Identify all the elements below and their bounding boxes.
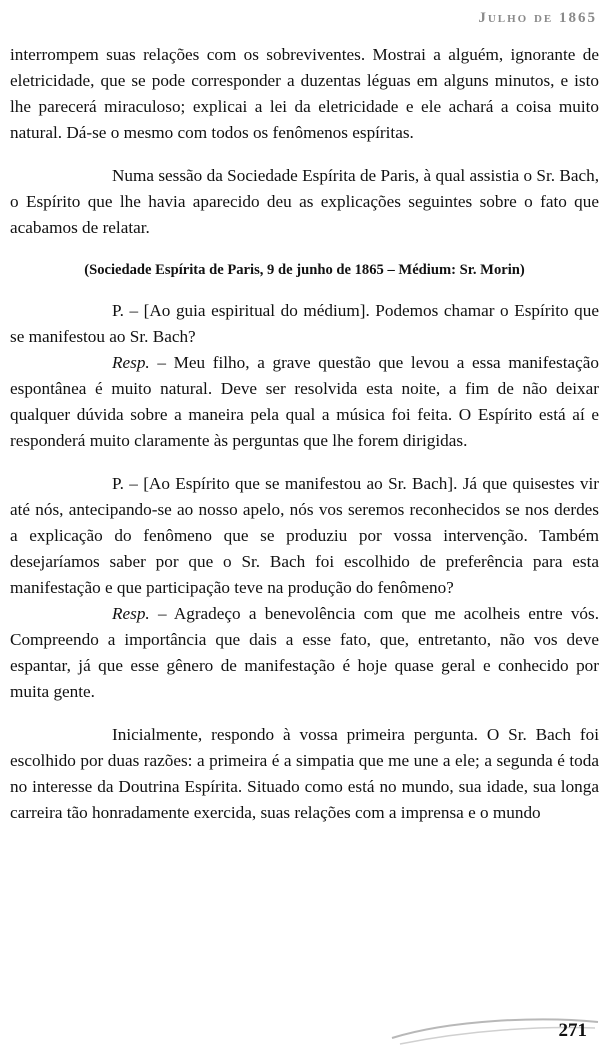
paragraph-final: Inicialmente, respondo à vossa primeira pergunta. O Sr. Bach foi escolhido por duas razões: a primeira é a simpatia que me une a ele; a segunda é toda no interesse da Doutrina Espírita. Situado como está no mundo, sua idade, sua longa carreira tão honradamente exercida, suas relações com a imprensa e o mundo — [10, 725, 599, 822]
answer-1-text: – Meu filho, a grave questão que levou a essa manifestação espontânea é muito natural. Deve ser resolvida esta noite, a fim de não deixar qualquer dúvida sobre a maneira pela qual a música foi feita. O Espírito está aí e responderá muito claramente às perguntas que lhe forem dirigidas. — [10, 353, 599, 450]
answer-2 — [10, 601, 599, 705]
paragraph-session-intro: Numa sessão da Sociedade Espírita de Paris, à qual assistia o Sr. Bach, o Espírito que lhe havia aparecido deu as explicações seguintes sobre o fato que acabamos de relatar. — [10, 166, 599, 237]
running-header: Julho de 1865 — [478, 10, 597, 26]
page-number: 271 — [558, 1020, 587, 1041]
session-heading: (Sociedade Espírita de Paris, 9 de junho de 1865 – Médium: Sr. Morin) — [84, 262, 525, 278]
paragraph-continuation: interrompem suas relações com os sobreviventes. Mostrai a alguém, ignorante de eletricidade, que se pode corresponder a duzentas léguas em alguns minutos, e isto lhe parecerá miraculoso; explicai a lei da eletricidade e ele achará a coisa muito natural. Dá-se o mesmo com todos os fenômenos espíritas. — [10, 45, 599, 142]
question-1: P. – [Ao guia espiritual do médium]. Podemos chamar o Espírito que se manifestou ao Sr. Bach? — [10, 301, 599, 346]
answer-2-text: – Agradeço a benevolência com que me acolheis entre vós. Compreendo a importância que dais a esse fato, que, entretanto, não vos deve espantar, já que esse gênero de manifestação é hoje quase geral e conhecido por muita gente. — [10, 604, 599, 701]
resp-label: Resp. — [112, 604, 150, 623]
page-body — [10, 42, 599, 826]
answer-1 — [10, 350, 599, 454]
question-2: P. – [Ao Espírito que se manifestou ao Sr. Bach]. Já que quisestes vir até nós, antecipando-se ao nosso apelo, nós vos seremos reconhecidos se nos derdes a explicação do fenômeno que se produziu por vossa intervenção. Também desejaríamos saber por que o Sr. Bach foi escolhido de preferência para esta manifestação e que participação teve na produção do fenômeno? — [10, 474, 599, 597]
resp-label: Resp. — [112, 353, 150, 372]
